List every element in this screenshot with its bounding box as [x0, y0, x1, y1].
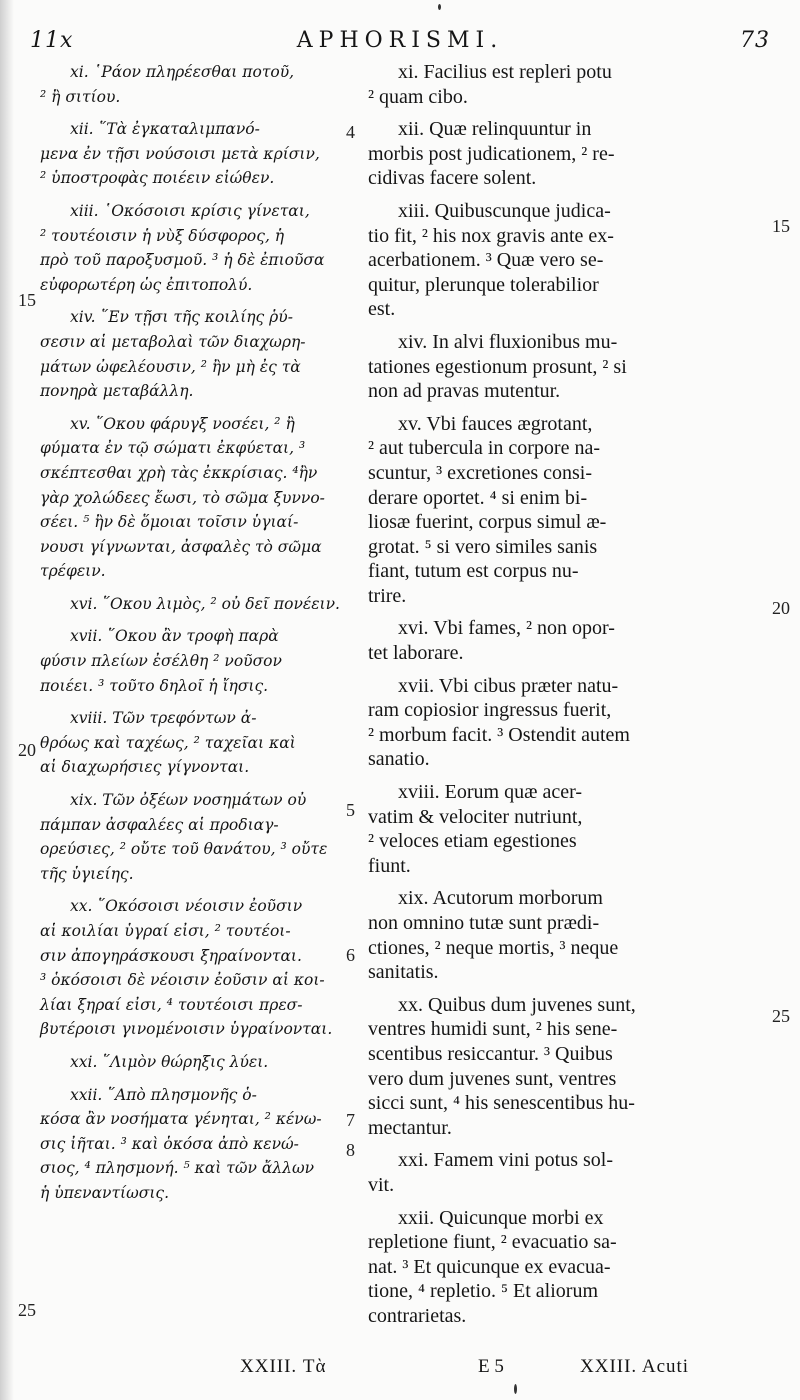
greek-text-line: γὰρ χολώδεες ἔωσι, τὸ σῶμα ξυννο-: [40, 488, 325, 507]
latin-text-line: nat. ³ Et quicunque ex evacua-: [368, 1255, 611, 1278]
latin-text-line: ² aut tubercula in corpore na-: [368, 437, 601, 460]
greek-text-line: ορεύσιες, ² οὔτε τοῦ θανάτου, ³ οὔτε: [40, 840, 328, 859]
latin-text-line: mectantur.: [368, 1116, 452, 1139]
latin-aphorism-xx: [368, 993, 730, 1141]
greek-text-line: xi. ῾Ράον πληρέεσθαι ποτοῦ,: [70, 63, 295, 81]
latin-text-line: sanatio.: [368, 748, 430, 771]
greek-text-line: xiii. ῾Οκόσοισι κρίσις γίνεται,: [70, 201, 310, 220]
latin-text-line: vero dum juvenes sunt, ventres: [368, 1067, 617, 1090]
latin-text-line: contrarietas.: [368, 1304, 467, 1327]
margin-number-middle-7: 7: [346, 1110, 355, 1130]
latin-text-line: xiv. In alvi fluxionibus mu-: [398, 330, 618, 353]
latin-text-line: xxii. Quicunque morbi ex: [398, 1206, 604, 1229]
greek-text-line: σεσιν αἱ μεταβολαὶ τῶν διαχωρη-: [40, 332, 306, 351]
latin-text-line: xviii. Eorum quæ acer-: [398, 781, 582, 804]
greek-aphorism-xix: [40, 788, 345, 886]
latin-text-line: grotat. ⁵ si vero similes sanis: [368, 535, 598, 558]
latin-text-line: xvii. Vbi cibus præter natu-: [398, 674, 619, 697]
greek-text-line: τῆς ὑγιείης.: [40, 864, 134, 883]
latin-text-line: derare oportet. ⁴ si enim bi-: [368, 486, 588, 509]
latin-text-line: ctiones, ² neque mortis, ³ neque: [368, 936, 619, 959]
latin-text-line: est.: [368, 298, 396, 321]
greek-column: [40, 60, 345, 1214]
latin-text-line: sicci sunt, ⁴ his senescentibus hu-: [368, 1092, 635, 1115]
greek-text-line: ² τουτέοισιν ἡ νὺξ δύσφορος, ἡ: [40, 226, 285, 245]
greek-text-line: θρόως καὶ ταχέως, ² ταχεῖαι καὶ: [40, 733, 296, 752]
greek-aphorism-xvii: [40, 624, 345, 698]
gutter-shadow: [0, 0, 14, 1400]
greek-text-line: xvii. ῞Οκου ἂν τροφὴ παρὰ: [70, 627, 279, 646]
margin-number-latin-25: 25: [772, 1006, 790, 1026]
latin-aphorism-xxi: [368, 1148, 730, 1197]
page-title: APHORISMI.: [296, 28, 504, 53]
greek-aphorism-xi: [40, 60, 345, 109]
greek-text-line: ³ ὁκόσοισι δὲ νέοισιν ἐοῦσιν αἱ κοι-: [40, 971, 325, 990]
greek-text-line: πάμπαν ἀσφαλέες αἱ προδιαγ-: [40, 815, 279, 834]
greek-text-line: xv. ῞Οκου φάρυγξ νοσέει, ² ἢ: [70, 414, 295, 433]
latin-aphorism-xii: [368, 117, 730, 191]
latin-text-line: sanitatis.: [368, 961, 439, 984]
latin-text-line: trire.: [368, 584, 407, 607]
latin-text-line: scuntur, ³ excretiones consi-: [368, 461, 593, 484]
latin-aphorism-xvi: [368, 616, 730, 665]
greek-text-line: xviii. Τῶν τρεφόντων ἀ-: [70, 709, 257, 728]
latin-text-line: repletione fiunt, ² evacuatio sa-: [368, 1231, 617, 1254]
latin-text-line: xi. Facilius est repleri potu: [398, 61, 612, 83]
greek-aphorism-xv: [40, 412, 345, 584]
greek-aphorism-xii: [40, 117, 345, 191]
latin-aphorism-xiii: [368, 199, 730, 322]
greek-text-line: φύσιν πλείων ἐσέλθη ² νοῦσον: [40, 652, 282, 671]
latin-text-line: tio fit, ² his nox gravis ante ex-: [368, 224, 614, 247]
right-page-number: 73: [740, 28, 770, 53]
greek-text-line: βυτέροισι γινομένοισιν ὑγραίνονται.: [40, 1020, 333, 1039]
latin-text-line: xx. Quibus dum juvenes sunt,: [398, 993, 636, 1016]
margin-number-latin-15: 15: [772, 216, 790, 236]
latin-text-line: scentibus resiccantur. ³ Quibus: [368, 1042, 613, 1065]
latin-text-line: non ad pravas mutentur.: [368, 380, 561, 403]
latin-text-line: quitur, plerunque tolerabilior: [368, 273, 599, 296]
greek-text-line: φύματα ἐν τῷ σώματι ἐκφύεται, ³: [40, 439, 306, 458]
greek-text-line: μενα ἐν τῇσι νούσοισι μετὰ κρίσιν,: [40, 144, 320, 163]
latin-text-line: xv. Vbi fauces ægrotant,: [398, 412, 593, 435]
greek-aphorism-xxii: [40, 1083, 345, 1206]
latin-text-line: xix. Acutorum morborum: [398, 887, 603, 910]
latin-text-line: non omnino tutæ sunt prædi-: [368, 912, 600, 934]
greek-text-line: μάτων ὠφελέουσιν, ² ἢν μὴ ἐς τὰ: [40, 357, 301, 376]
latin-text-line: xii. Quæ relinquuntur in: [398, 118, 592, 141]
margin-number-middle-6: 6: [346, 945, 355, 965]
latin-text-line: cidivas facere solent.: [368, 167, 537, 190]
latin-aphorism-xxii: [368, 1206, 730, 1329]
latin-text-line: fiant, tutum est corpus nu-: [368, 560, 579, 583]
left-page-number: 11x: [30, 28, 74, 53]
latin-aphorism-xiv: [368, 330, 730, 404]
margin-number-middle-8: 8: [346, 1140, 355, 1160]
latin-aphorism-xviii: [368, 780, 730, 878]
latin-text-line: vit.: [368, 1173, 395, 1196]
greek-aphorism-xvi: [40, 592, 345, 617]
latin-text-line: tet laborare.: [368, 642, 464, 665]
ink-speck: [438, 4, 441, 10]
greek-text-line: κόσα ἂν νοσήματα γένηται, ² κένω-: [40, 1110, 322, 1129]
greek-aphorism-xiv: [40, 305, 345, 403]
latin-text-line: ² morbum facit. ³ Ostendit autem: [368, 723, 630, 746]
latin-text-line: ² quam cibo.: [368, 85, 468, 108]
margin-number-greek-20: 20: [18, 740, 36, 760]
latin-text-line: xvi. Vbi fames, ² non opor-: [398, 617, 615, 640]
margin-number-greek-15: 15: [18, 290, 36, 310]
greek-aphorism-xxi: [40, 1050, 345, 1075]
greek-text-line: πονηρὰ μεταβάλλη.: [40, 382, 194, 401]
greek-text-line: xxii. ῞Απὸ πλησμονῆς ὁ-: [70, 1085, 257, 1104]
greek-text-line: νουσι γίγνωνται, ἀσφαλὲς τὸ σῶμα: [40, 537, 322, 556]
greek-text-line: σέει. ⁵ ἢν δὲ ὅμοιαι τοῖσιν ὑγιαί-: [40, 513, 299, 532]
latin-text-line: tione, ⁴ repletio. ⁵ Et aliorum: [368, 1280, 598, 1303]
greek-text-line: xvi. ῞Οκου λιμὸς, ² οὐ δεῖ πονέειν.: [70, 594, 340, 613]
greek-text-line: τρέφειν.: [40, 562, 106, 581]
latin-text-line: tationes egestionum prosunt, ² si: [368, 355, 627, 378]
greek-text-line: πρὸ τοῦ παροξυσμοῦ. ³ ἡ δὲ ἐπιοῦσα: [40, 251, 325, 270]
greek-aphorism-xviii: [40, 706, 345, 780]
greek-text-line: ² ἢ σιτίου.: [40, 87, 121, 106]
latin-text-line: morbis post judicationem, ² re-: [368, 142, 615, 165]
latin-text-line: xiii. Quibuscunque judica-: [398, 199, 611, 222]
greek-aphorism-xx: [40, 894, 345, 1042]
latin-text-line: liosæ fuerint, corpus simul æ-: [368, 511, 607, 534]
greek-text-line: αἱ διαχωρήσιες γίγνονται.: [40, 758, 250, 777]
margin-number-greek-25: 25: [18, 1300, 36, 1320]
margin-number-latin-20: 20: [772, 598, 790, 618]
latin-text-line: ² veloces etiam egestiones: [368, 830, 577, 853]
greek-text-line: ² ὑποστροφὰς ποιέειν εἰώθεν.: [40, 169, 275, 188]
latin-text-line: vatim & velociter nutriunt,: [368, 805, 583, 828]
greek-text-line: xix. Τῶν ὀξέων νοσημάτων οὐ: [70, 791, 307, 810]
running-head: [30, 28, 770, 56]
latin-aphorism-xix: [368, 886, 730, 984]
page-footer: [0, 1356, 800, 1386]
latin-aphorism-xi: [368, 60, 730, 109]
catchword-left: XXIII. Τὰ: [240, 1356, 327, 1377]
greek-text-line: xx. ῞Οκόσοισι νέοισιν ἐοῦσιν: [70, 897, 303, 916]
latin-text-line: xxi. Famem vini potus sol-: [398, 1149, 613, 1172]
latin-column: [368, 60, 730, 1337]
greek-text-line: ποιέει. ³ τοῦτο δηλοῖ ἡ ἴησις.: [40, 676, 269, 695]
latin-text-line: acerbationem. ³ Quæ vero se-: [368, 249, 604, 272]
greek-text-line: εὐφορωτέρη ὡς ἐπιτοπολύ.: [40, 275, 253, 294]
greek-text-line: xiv. ῞Εν τῇσι τῆς κοιλίης ῥύ-: [70, 308, 293, 327]
greek-aphorism-xiii: [40, 199, 345, 297]
greek-text-line: xxi. ῞Λιμὸν θώρηξις λύει.: [70, 1052, 269, 1071]
margin-number-middle-5: 5: [346, 800, 355, 820]
greek-text-line: xii. ῞Τὰ ἐγκαταλιμπανό-: [70, 120, 260, 139]
greek-text-line: ἡ ὑπεναντίωσις.: [40, 1183, 170, 1202]
greek-text-line: σιος, ⁴ πλησμονή. ⁵ καὶ τῶν ἄλλων: [40, 1159, 315, 1178]
signature-mark: E 5: [478, 1356, 504, 1377]
latin-text-line: fiunt.: [368, 854, 411, 877]
greek-text-line: λίαι ξηραί εἰσι, ⁴ τουτέοισι πρεσ-: [40, 995, 303, 1014]
greek-text-line: σις ἰῆται. ³ καὶ ὁκόσα ἀπὸ κενώ-: [40, 1134, 299, 1153]
margin-number-middle-4: 4: [346, 122, 355, 142]
greek-text-line: σκέπτεσθαι χρὴ τὰς ἐκκρίσιας. ⁴ἢν: [40, 463, 318, 482]
ink-speck: [514, 1384, 517, 1394]
latin-aphorism-xv: [368, 412, 730, 609]
greek-text-line: σιν ἀπογηράσκουσι ξηραίνονται.: [40, 946, 302, 965]
greek-text-line: αἱ κοιλίαι ὑγραί εἰσι, ² τουτέοι-: [40, 922, 291, 940]
latin-text-line: ram copiosior ingressus fuerit,: [368, 699, 612, 722]
latin-text-line: ventres humidi sunt, ² his sene-: [368, 1018, 618, 1041]
latin-aphorism-xvii: [368, 674, 730, 772]
catchword-right: XXIII. Acuti: [580, 1356, 690, 1377]
